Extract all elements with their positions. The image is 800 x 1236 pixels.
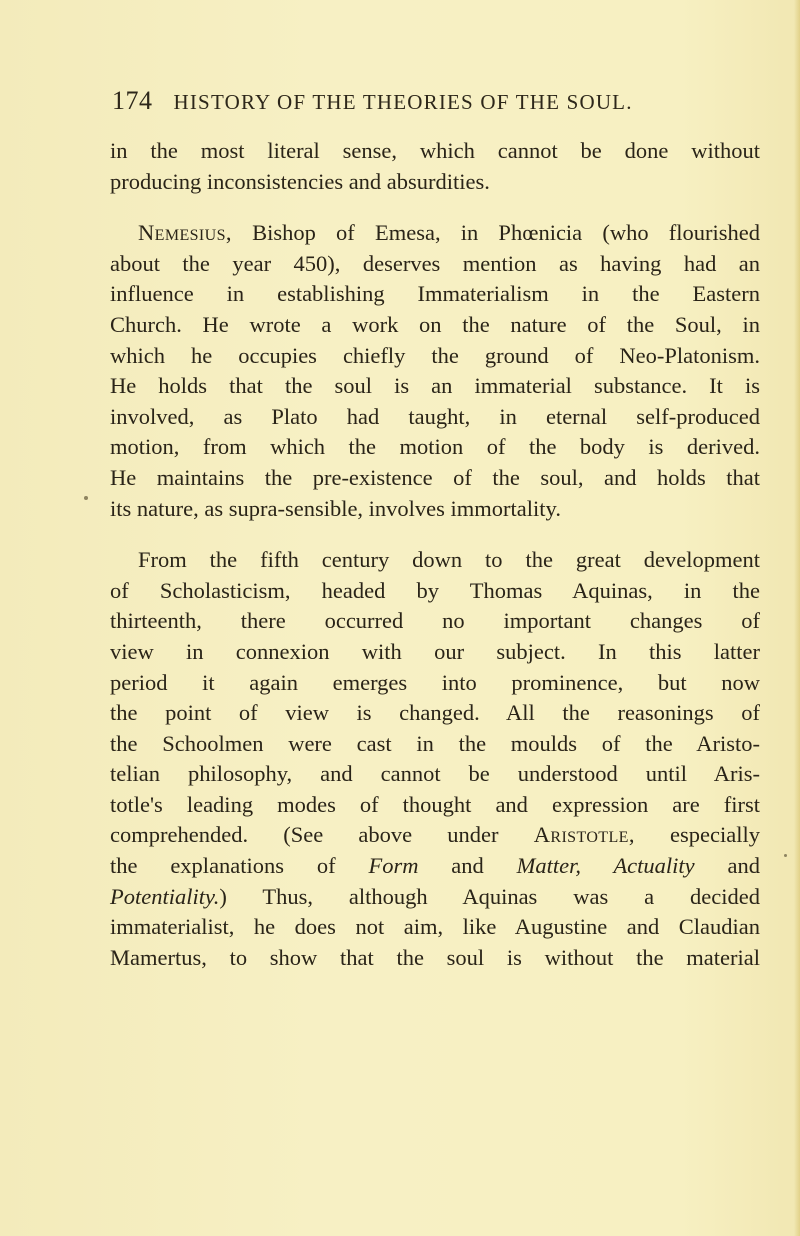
body-text xyxy=(110,136,760,973)
text-run: and xyxy=(694,853,760,879)
italic-term: Form xyxy=(368,853,419,879)
paragraph xyxy=(110,136,760,197)
text-line xyxy=(110,218,760,249)
text-line: He holds that the soul is an immaterial substance. It is xyxy=(110,373,760,399)
text-line: involved, as Plato had taught, in eternal self-produced xyxy=(110,403,760,429)
text-line: Church. He wrote a work on the nature of the Soul, in xyxy=(110,311,760,337)
text-line: the Schoolmen were cast in the moulds of the Aristo- xyxy=(110,730,760,756)
page-edge-shadow xyxy=(794,0,800,1236)
text-line: influence in establishing Immaterialism in the Eastern xyxy=(110,281,760,307)
text-run: Bishop of Emesa, in Phœnicia (who flourished xyxy=(231,220,760,246)
print-speck xyxy=(84,496,88,500)
print-speck xyxy=(784,854,787,857)
text-line: its nature, as supra-sensible, involves immortality. xyxy=(110,495,561,521)
text-line: period it again emerges into prominence, but now xyxy=(110,669,760,695)
running-header xyxy=(112,86,712,126)
italic-term: Potentiality. xyxy=(110,883,220,909)
text-line: which he occupies chiefly the ground of Neo-Platonism. xyxy=(110,342,760,368)
text-run: especially xyxy=(634,822,760,848)
text-line xyxy=(110,882,760,913)
text-line: view in connexion with our subject. In this latter xyxy=(110,638,760,664)
running-title: HISTORY OF THE THEORIES OF THE SOUL. xyxy=(173,90,633,114)
text-line: motion, from which the motion of the body is derived. xyxy=(110,434,760,460)
text-line: immaterialist, he does not aim, like Augustine and Claudian xyxy=(110,914,760,940)
text-line: producing inconsistencies and absurdities. xyxy=(110,168,490,194)
text-line xyxy=(110,820,760,851)
paragraph-gap xyxy=(110,197,760,218)
text-line: in the most literal sense, which cannot be done without xyxy=(110,138,760,163)
text-line: about the year 450), deserves mention as having had an xyxy=(110,250,760,276)
text-run: and xyxy=(418,853,517,879)
italic-term: Matter, Actuality xyxy=(516,853,695,879)
text-run: ) Thus, although Aquinas was a decided xyxy=(219,883,760,909)
text-line: From the fifth century down to the great development xyxy=(138,547,760,573)
text-line: totle's leading modes of thought and expression are first xyxy=(110,791,760,817)
text-line: Mamertus, to show that the soul is without the material xyxy=(110,944,760,970)
paragraph-gap xyxy=(110,524,760,545)
text-line: telian philosophy, and cannot be understood until Aris- xyxy=(110,761,760,787)
paragraph xyxy=(110,218,760,524)
text-line xyxy=(110,851,760,882)
paragraph xyxy=(110,545,760,973)
text-line: the point of view is changed. All the reasonings of xyxy=(110,700,760,726)
text-line: He maintains the pre-existence of the soul, and holds that xyxy=(110,464,760,490)
text-run: the explanations of xyxy=(110,853,369,879)
smallcaps-name: Aristotle, xyxy=(533,822,635,848)
smallcaps-name: Nemesius, xyxy=(138,220,232,246)
text-line: of Scholasticism, headed by Thomas Aquinas, in the xyxy=(110,577,760,603)
text-line: thirteenth, there occurred no important changes of xyxy=(110,608,760,634)
page-number: 174 xyxy=(112,86,153,115)
text-run: comprehended. (See above under xyxy=(110,822,534,848)
